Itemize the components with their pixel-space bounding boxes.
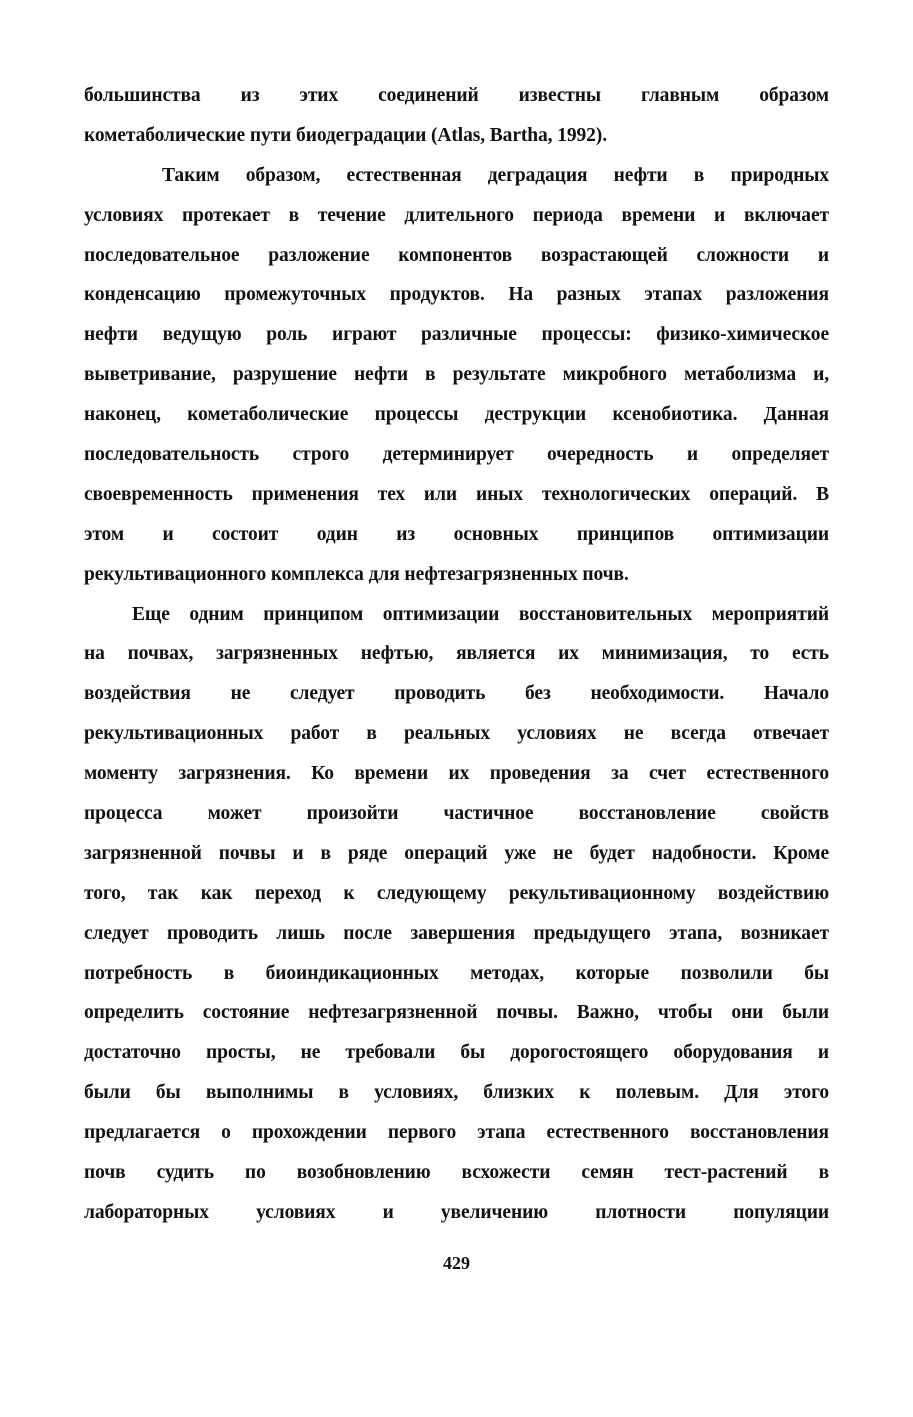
text-line: того, так как переход к следующему рекультивационному воздействию	[84, 882, 829, 904]
paragraph-3	[84, 595, 829, 1233]
text-line: своевременность применения тех или иных технологических операций. В	[84, 483, 829, 505]
text-line: Таким образом, естественная деградация нефти в природных	[162, 164, 829, 186]
text-line: процесса может произойти частичное восстановление свойств	[84, 803, 829, 825]
page-number: 429	[443, 1253, 470, 1273]
text-line: кометаболические пути биодеградации (Atlas, Bartha, 1992).	[84, 124, 607, 146]
text-line: рекультивационных работ в реальных условиях не всегда отвечает	[84, 723, 829, 745]
text-line: почв судить по возобновлению всхожести семян тест-растений в	[84, 1162, 829, 1184]
text-line: нефти ведущую роль играют различные процессы: физико-химическое	[84, 324, 829, 346]
text-line: этом и состоит один из основных принципов оптимизации	[84, 523, 829, 545]
text-line: лабораторных условиях и увеличению плотности популяции	[84, 1201, 829, 1223]
text-line: воздействия не следует проводить без необходимости. Начало	[84, 683, 829, 705]
text-line: условиях протекает в течение длительного периода времени и включает	[84, 204, 829, 226]
text-line: предлагается о прохождении первого этапа естественного восстановления	[84, 1122, 829, 1144]
text-line: выветривание, разрушение нефти в результате микробного метаболизма и,	[84, 364, 829, 386]
text-line: загрязненной почвы и в ряде операций уже не будет надобности. Кроме	[84, 842, 829, 864]
body-text	[84, 76, 829, 1233]
text-line: большинства из этих соединений известны главным образом	[84, 85, 829, 106]
text-line: моменту загрязнения. Ко времени их проведения за счет естественного	[84, 763, 829, 785]
text-line: на почвах, загрязненных нефтью, является их минимизация, то есть	[84, 643, 829, 665]
text-line: Еще одним принципом оптимизации восстановительных мероприятий	[132, 603, 829, 625]
text-line: последовательное разложение компонентов возрастающей сложности и	[84, 244, 829, 266]
text-line: наконец, кометаболические процессы деструкции ксенобиотика. Данная	[84, 404, 829, 426]
text-line: следует проводить лишь после завершения предыдущего этапа, возникает	[84, 922, 829, 944]
text-line: последовательность строго детерминирует очередность и определяет	[84, 444, 829, 466]
text-line: достаточно просты, не требовали бы дорогостоящего оборудования и	[84, 1042, 829, 1064]
paragraph-2	[84, 156, 829, 595]
text-line: конденсацию промежуточных продуктов. На разных этапах разложения	[84, 284, 829, 306]
text-line: определить состояние нефтезагрязненной почвы. Важно, чтобы они были	[84, 1002, 829, 1024]
text-line: рекультивационного комплекса для нефтезагрязненных почв.	[84, 563, 629, 585]
paragraph-1	[84, 76, 829, 156]
text-line: были бы выполнимы в условиях, близких к полевым. Для этого	[84, 1082, 829, 1104]
text-line: потребность в биоиндикационных методах, которые позволили бы	[84, 962, 829, 984]
